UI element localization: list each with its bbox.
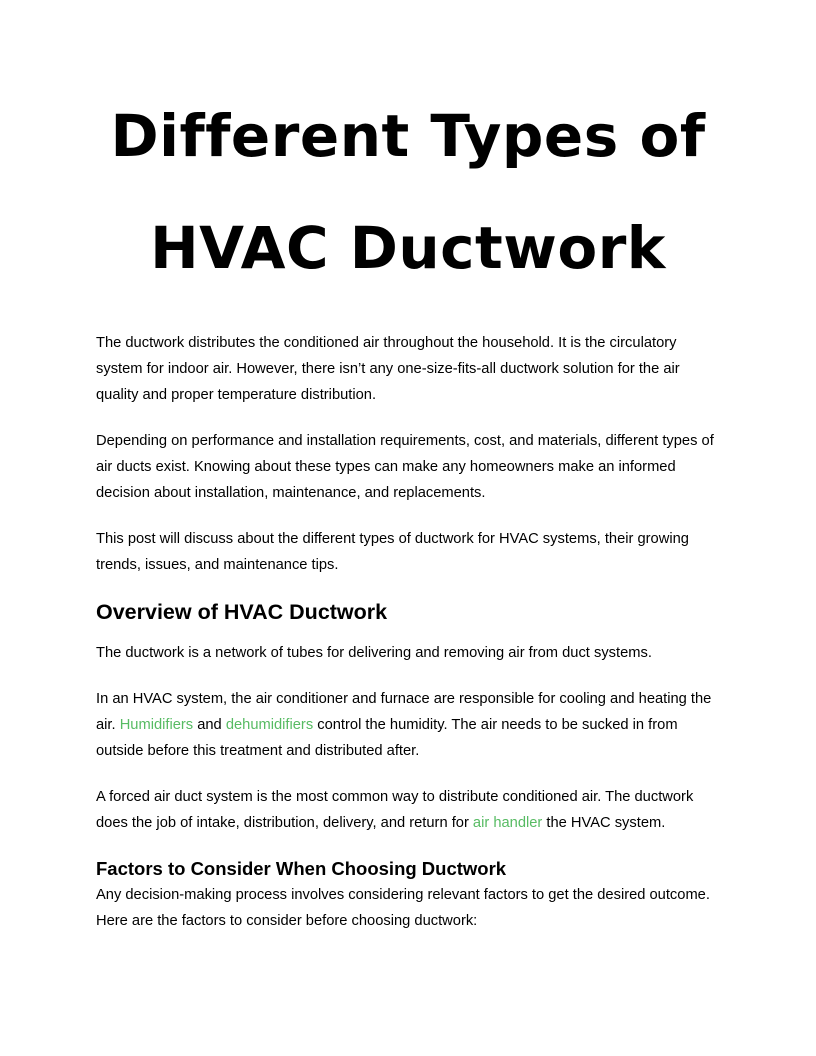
- link-air-handler[interactable]: air handler: [472, 815, 543, 831]
- overview-paragraph-3: [96, 784, 720, 836]
- document-title-line-2: HVAC Ductwork: [150, 214, 666, 282]
- link-humidifiers[interactable]: Humidifiers: [119, 717, 194, 733]
- intro-paragraph-3: This post will discuss about the different types of ductwork for HVAC systems, their growing trends, issues, and maintenance tips.: [96, 531, 689, 573]
- intro-paragraph-1: The ductwork distributes the conditioned air throughout the household. It is the circulatory system for indoor air. However, there isn’t any one-size-fits-all ductwork solution for the air quality and proper temperature distribution.: [96, 335, 680, 403]
- text-run: In an HVAC system, the air conditioner and furnace are responsible for cooling and heating the air.: [96, 691, 712, 733]
- document-title-line-1: Different Types of: [110, 102, 706, 170]
- text-run: the HVAC system.: [542, 815, 666, 831]
- link-dehumidifiers[interactable]: dehumidifiers: [225, 717, 314, 733]
- text-run: control the humidity. The air needs to be sucked in from outside before this treatment and distributed after.: [96, 717, 678, 759]
- overview-heading: Overview of HVAC Ductwork: [96, 600, 388, 624]
- factors-heading: Factors to Consider When Choosing Ductwork: [96, 858, 507, 879]
- text-run: A forced air duct system is the most common way to distribute conditioned air. The ductwork does the job of intake, distribution, delivery, and return for: [96, 789, 694, 831]
- document-title: [96, 80, 720, 304]
- intro-paragraph-2: Depending on performance and installation requirements, cost, and materials, different types of air ducts exist. Knowing about these types can make any homeowners make an informed decision about installation, maintenance, and replacements.: [96, 433, 714, 501]
- overview-paragraph-2: [96, 686, 720, 764]
- factors-paragraph-1: Any decision-making process involves considering relevant factors to get the desired outcome. Here are the factors to consider before choosing ductwork:: [96, 887, 710, 929]
- overview-paragraph-1: The ductwork is a network of tubes for delivering and removing air from duct systems.: [96, 645, 652, 661]
- text-run: and: [193, 717, 226, 733]
